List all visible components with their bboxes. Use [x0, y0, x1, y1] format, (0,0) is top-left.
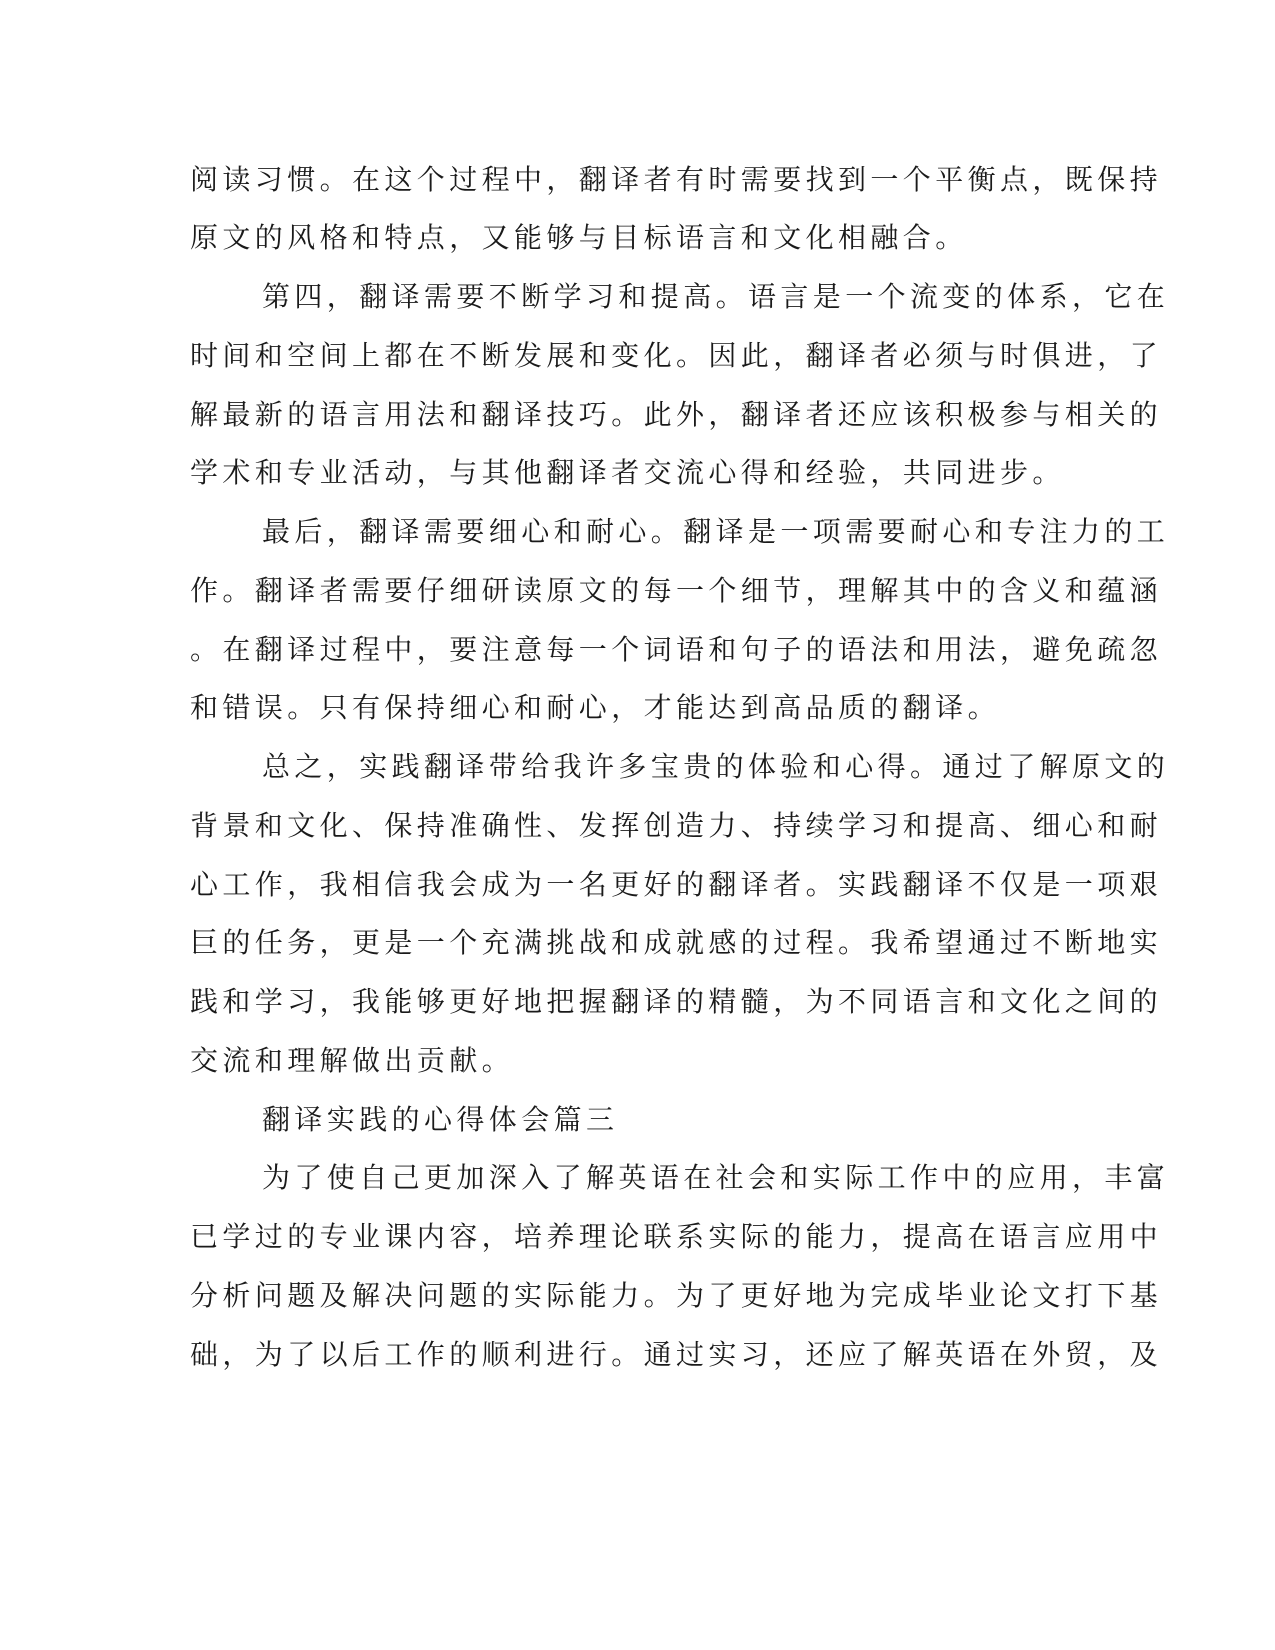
paragraph-first-line: 总之，实践翻译带给我许多宝贵的体验和心得。通过了解原文的	[262, 750, 1170, 783]
text-line: 背景和文化、保持准确性、发挥创造力、持续学习和提高、细心和耐	[190, 809, 1163, 842]
text-line: 时间和空间上都在不断发展和变化。因此，翻译者必须与时俱进，了	[190, 339, 1163, 372]
text-line: 已学过的专业课内容，培养理论联系实际的能力，提高在语言应用中	[190, 1220, 1163, 1253]
text-line: 分析问题及解决问题的实际能力。为了更好地为完成毕业论文打下基	[190, 1279, 1163, 1312]
text-line: 础，为了以后工作的顺利进行。通过实习，还应了解英语在外贸，及	[190, 1338, 1163, 1371]
text-line: 作。翻译者需要仔细研读原文的每一个细节，理解其中的含义和蕴涵	[190, 574, 1163, 607]
text-line: 践和学习，我能够更好地把握翻译的精髓，为不同语言和文化之间的	[190, 985, 1163, 1018]
paragraph-first-line: 为了使自己更加深入了解英语在社会和实际工作中的应用，丰富	[262, 1161, 1170, 1194]
text-line: 交流和理解做出贡献。	[190, 1044, 515, 1077]
text-line: 学术和专业活动，与其他翻译者交流心得和经验，共同进步。	[190, 456, 1065, 489]
paragraph-first-line: 最后，翻译需要细心和耐心。翻译是一项需要耐心和专注力的工	[262, 515, 1170, 548]
text-line: 巨的任务，更是一个充满挑战和成就感的过程。我希望通过不断地实	[190, 926, 1163, 959]
text-line: 原文的风格和特点，又能够与目标语言和文化相融合。	[190, 221, 968, 254]
section-heading: 翻译实践的心得体会篇三	[262, 1103, 619, 1136]
text-line: 阅读习惯。在这个过程中，翻译者有时需要找到一个平衡点，既保持	[190, 163, 1163, 196]
text-line: 心工作，我相信我会成为一名更好的翻译者。实践翻译不仅是一项艰	[190, 868, 1163, 901]
text-line: 解最新的语言用法和翻译技巧。此外，翻译者还应该积极参与相关的	[190, 398, 1163, 431]
paragraph-first-line: 第四，翻译需要不断学习和提高。语言是一个流变的体系，它在	[262, 280, 1170, 313]
text-line: 和错误。只有保持细心和耐心，才能达到高品质的翻译。	[190, 691, 1001, 724]
text-line: 。在翻译过程中，要注意每一个词语和句子的语法和用法，避免疏忽	[190, 633, 1163, 666]
